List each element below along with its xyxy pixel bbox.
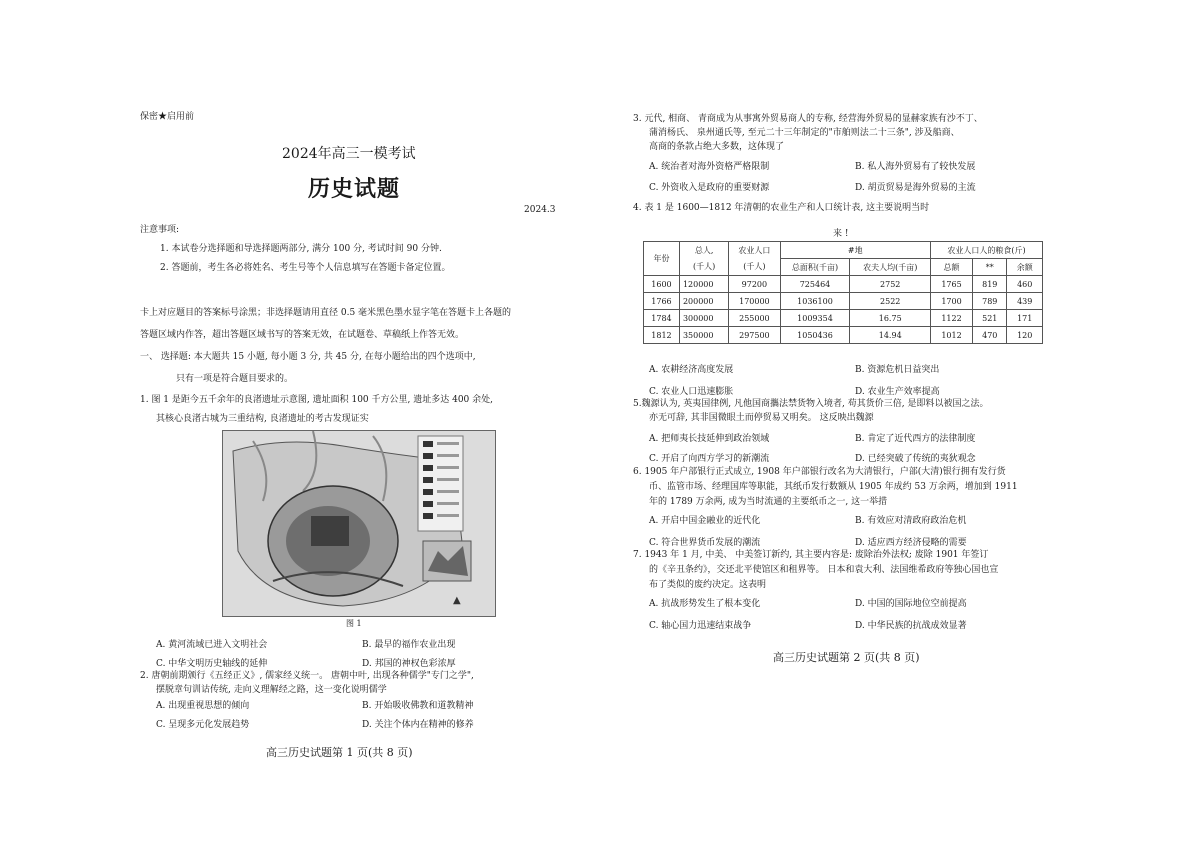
table-row bbox=[644, 327, 1043, 344]
q3-option-b[interactable]: B. 私人海外贸易有了较快发展 bbox=[855, 162, 976, 172]
table-1-caption: 来 ! bbox=[833, 229, 849, 239]
confidential-label: 保密★启用前 bbox=[140, 112, 195, 122]
page-2-footer: 高三历史试题第 2 页(共 8 页) bbox=[773, 651, 920, 664]
exam-page-2 bbox=[633, 0, 1053, 848]
map-illustration bbox=[223, 431, 495, 616]
q5-option-d[interactable]: D. 已经突破了传统的夷狄观念 bbox=[855, 454, 976, 464]
notes-heading: 注意事项: bbox=[140, 225, 180, 235]
cell-land-per-farmer: 2522 bbox=[850, 293, 930, 310]
cell-grain-mid: 789 bbox=[973, 293, 1007, 310]
q2-option-c[interactable]: C. 呈现多元化发展趋势 bbox=[156, 720, 250, 730]
cell-grain-surplus: 439 bbox=[1007, 293, 1043, 310]
th-grain-mid: ** bbox=[973, 259, 1007, 276]
q6-option-d[interactable]: D. 适应西方经济侵略的需要 bbox=[855, 538, 967, 548]
cell-population: 200000 bbox=[679, 293, 728, 310]
q4-stem: 4. 表 1 是 1600—1812 年清朝的农业生产和人口统计表, 这主要说明当时 bbox=[633, 203, 930, 213]
q2-option-b[interactable]: B. 开始吸收佛教和道教精神 bbox=[362, 701, 474, 711]
th-agri-population: 农业人口 bbox=[729, 242, 780, 259]
q6-option-b[interactable]: B. 有效应对清政府政治危机 bbox=[855, 516, 967, 526]
q6-stem-line-3: 年的 1789 万余两, 成为当时流通的主要纸币之一, 这一举措 bbox=[649, 497, 888, 507]
q6-option-c[interactable]: C. 符合世界货币发展的潮流 bbox=[649, 538, 761, 548]
th-land-total: 总面积(千亩) bbox=[780, 259, 850, 276]
qing-agriculture-table bbox=[643, 241, 1043, 344]
q6-stem-line-1: 6. 1905 年户部银行正式成立, 1908 年户部银行改名为大清银行，户部(大清)银行拥有发行货 bbox=[633, 467, 1006, 477]
q1-option-a[interactable]: A. 黄河流域已进入文明社会 bbox=[156, 640, 268, 650]
q3-option-a[interactable]: A. 统治者对海外资格严格限制 bbox=[649, 162, 770, 172]
cell-land-total: 1009354 bbox=[780, 310, 850, 327]
th-population-unit: (千人) bbox=[679, 259, 728, 276]
cell-grain-total: 1765 bbox=[930, 276, 972, 293]
q3-stem-line-3: 高商的条款占绝大多数，这体现了 bbox=[649, 142, 785, 152]
cell-grain-surplus: 120 bbox=[1007, 327, 1043, 344]
q1-option-c[interactable]: C. 中华文明历史轴线的延伸 bbox=[156, 659, 268, 669]
th-year: 年份 bbox=[644, 242, 680, 276]
q4-option-a[interactable]: A. 农耕经济高度发展 bbox=[649, 365, 734, 375]
cell-grain-mid: 819 bbox=[973, 276, 1007, 293]
q4-option-b[interactable]: B. 资源危机日益突出 bbox=[855, 365, 940, 375]
cell-agri-population: 97200 bbox=[729, 276, 780, 293]
q1-stem-line-1: 1. 图 1 是距今五千余年的良渚遗址示意图, 遗址面积 100 千方公里, 遗址多达 400 余处, bbox=[140, 395, 494, 405]
table-row bbox=[644, 293, 1043, 310]
q7-stem-line-2: 的《辛丑条约》，交还北平使馆区和租界等。 日本和袁大利、法国维希政府等独心国也宣 bbox=[649, 565, 999, 575]
th-land-per-farmer: 农夫人均(千亩) bbox=[850, 259, 930, 276]
exam-date: 2024.3 bbox=[524, 205, 556, 215]
cell-year: 1784 bbox=[644, 310, 680, 327]
section-heading-line-2: 只有一项是符合题目要求的。 bbox=[176, 374, 294, 384]
cell-land-per-farmer: 14.94 bbox=[850, 327, 930, 344]
note-1: 1. 本试卷分选择题和导选择题两部分, 满分 100 分, 考试时间 90 分钟. bbox=[160, 244, 442, 254]
cell-grain-surplus: 171 bbox=[1007, 310, 1043, 327]
q7-stem-line-3: 布了类似的废约决定。这表明 bbox=[649, 580, 767, 590]
figure-1-caption: 图 1 bbox=[346, 619, 362, 628]
q1-option-b[interactable]: B. 最早的福作农业出现 bbox=[362, 640, 456, 650]
cell-agri-population: 170000 bbox=[729, 293, 780, 310]
th-population: 总人, bbox=[679, 242, 728, 259]
cell-land-per-farmer: 2752 bbox=[850, 276, 930, 293]
cell-year: 1600 bbox=[644, 276, 680, 293]
q3-stem-line-2: 蒲消杨氏、 泉州通氏等, 至元二十三年制定的"市舶则法二十三条", 涉及船商、 bbox=[649, 128, 960, 138]
q2-stem-line-2: 摆脱章句训诂传统, 走向义理解经之路，这一变化说明儒学 bbox=[156, 685, 387, 695]
table-row bbox=[644, 310, 1043, 327]
q1-stem-line-2: 其核心良渚古城为三重结构, 良渚遗址的考古发现证实 bbox=[156, 414, 369, 424]
cell-grain-mid: 521 bbox=[973, 310, 1007, 327]
q7-stem-line-1: 7. 1943 年 1 月, 中美、 中美签订新约, 其主要内容是: 废除治外法权; 废除 1901 年签订 bbox=[633, 550, 989, 560]
exam-page-1 bbox=[140, 0, 560, 848]
cell-land-total: 1036100 bbox=[780, 293, 850, 310]
q2-option-d[interactable]: D. 关注个体内在精神的修养 bbox=[362, 720, 474, 730]
subject-title: 历史试题 bbox=[308, 176, 401, 202]
q5-option-c[interactable]: C. 开启了向西方学习的新潮流 bbox=[649, 454, 770, 464]
page-1-footer: 高三历史试题第 1 页(共 8 页) bbox=[266, 746, 413, 759]
q5-option-a[interactable]: A. 把师夷长技延伸到政治领域 bbox=[649, 434, 770, 444]
liangzhu-site-map bbox=[222, 430, 496, 617]
th-grain-total: 总额 bbox=[930, 259, 972, 276]
section-heading-line-1: 一、 选择题: 本大题共 15 小题, 每小题 3 分, 共 45 分, 在每小题给出的四个选项中, bbox=[140, 352, 476, 362]
note-3-line-1: 卡上对应题目的答案标号涂黑；非选择题请用直径 0.5 毫米黑色墨水显字笔在答题卡上各题的 bbox=[140, 308, 512, 318]
th-farmland: #地 bbox=[780, 242, 930, 259]
q3-option-c[interactable]: C. 外资收入是政府的重要财源 bbox=[649, 183, 770, 193]
q6-option-a[interactable]: A. 开启中国金融业的近代化 bbox=[649, 516, 761, 526]
cell-agri-population: 255000 bbox=[729, 310, 780, 327]
q4-option-c[interactable]: C. 农业人口迅速膨胀 bbox=[649, 387, 734, 397]
cell-land-total: 725464 bbox=[780, 276, 850, 293]
cell-population: 350000 bbox=[679, 327, 728, 344]
q3-option-d[interactable]: D. 胡贡贸易是海外贸易的主流 bbox=[855, 183, 976, 193]
th-grain-surplus: 余额 bbox=[1007, 259, 1043, 276]
q5-stem-line-2: 亦无可辞, 其非国微眼土而停贸易又明矣。 这反映出魏源 bbox=[649, 413, 874, 423]
q4-option-d[interactable]: D. 农业生产效率提高 bbox=[855, 387, 940, 397]
q7-option-d[interactable]: D. 中华民族的抗战成效显著 bbox=[855, 621, 967, 631]
table-row bbox=[644, 276, 1043, 293]
cell-agri-population: 297500 bbox=[729, 327, 780, 344]
cell-grain-mid: 470 bbox=[973, 327, 1007, 344]
th-grain-per-capita: 农业人口人的粮食(斤) bbox=[930, 242, 1042, 259]
cell-population: 120000 bbox=[679, 276, 728, 293]
q7-option-a[interactable]: A. 抗战形势发生了根本变化 bbox=[649, 599, 761, 609]
cell-grain-total: 1700 bbox=[930, 293, 972, 310]
cell-grain-total: 1122 bbox=[930, 310, 972, 327]
q3-stem-line-1: 3. 元代, 相商、 青商成为从事寓外贸易商人的专称, 经营海外贸易的显赫家族有沙不丁、 bbox=[633, 114, 983, 124]
q6-stem-line-2: 币、监管市场、经理国库等职能，其纸币发行数额从 1905 年成约 53 万余两，增加到 1911 bbox=[649, 482, 1018, 492]
exam-title: 2024年高三一模考试 bbox=[282, 146, 416, 162]
cell-year: 1812 bbox=[644, 327, 680, 344]
q7-option-b[interactable]: D. 中国的国际地位空前提高 bbox=[855, 599, 967, 609]
cell-grain-surplus: 460 bbox=[1007, 276, 1043, 293]
q1-option-d[interactable]: D. 邦国的神权色彩浓厚 bbox=[362, 659, 456, 669]
cell-population: 300000 bbox=[679, 310, 728, 327]
q7-option-c[interactable]: C. 轴心国力迅速结束战争 bbox=[649, 621, 752, 631]
cell-grain-total: 1012 bbox=[930, 327, 972, 344]
q2-stem-line-1: 2. 唐朝前期颁行《五经正义》, 儒家经义统一。 唐朝中叶, 出现各种儒学"专门之学", bbox=[140, 671, 474, 681]
q5-stem-line-1: 5.魏源认为, 英夷国律例, 凡他国商攜法禁货物入境者, 苟其货价三倍, 是即料以被国之法。 bbox=[633, 399, 989, 409]
q5-option-b[interactable]: B. 肯定了近代西方的法律制度 bbox=[855, 434, 976, 444]
cell-land-total: 1050436 bbox=[780, 327, 850, 344]
th-agri-population-unit: (千人) bbox=[729, 259, 780, 276]
svg-text:▲: ▲ bbox=[453, 595, 461, 606]
note-2: 2. 答题前，考生各必将姓名、考生号等个人信息填写在答题卡备定位置。 bbox=[160, 263, 451, 273]
note-3-line-2: 答题区域内作答，超出答题区域书写的答案无效，在试题卷、草稿纸上作答无效。 bbox=[140, 330, 465, 340]
q2-option-a[interactable]: A. 出现重视思想的倾向 bbox=[156, 701, 250, 711]
cell-land-per-farmer: 16.75 bbox=[850, 310, 930, 327]
cell-year: 1766 bbox=[644, 293, 680, 310]
